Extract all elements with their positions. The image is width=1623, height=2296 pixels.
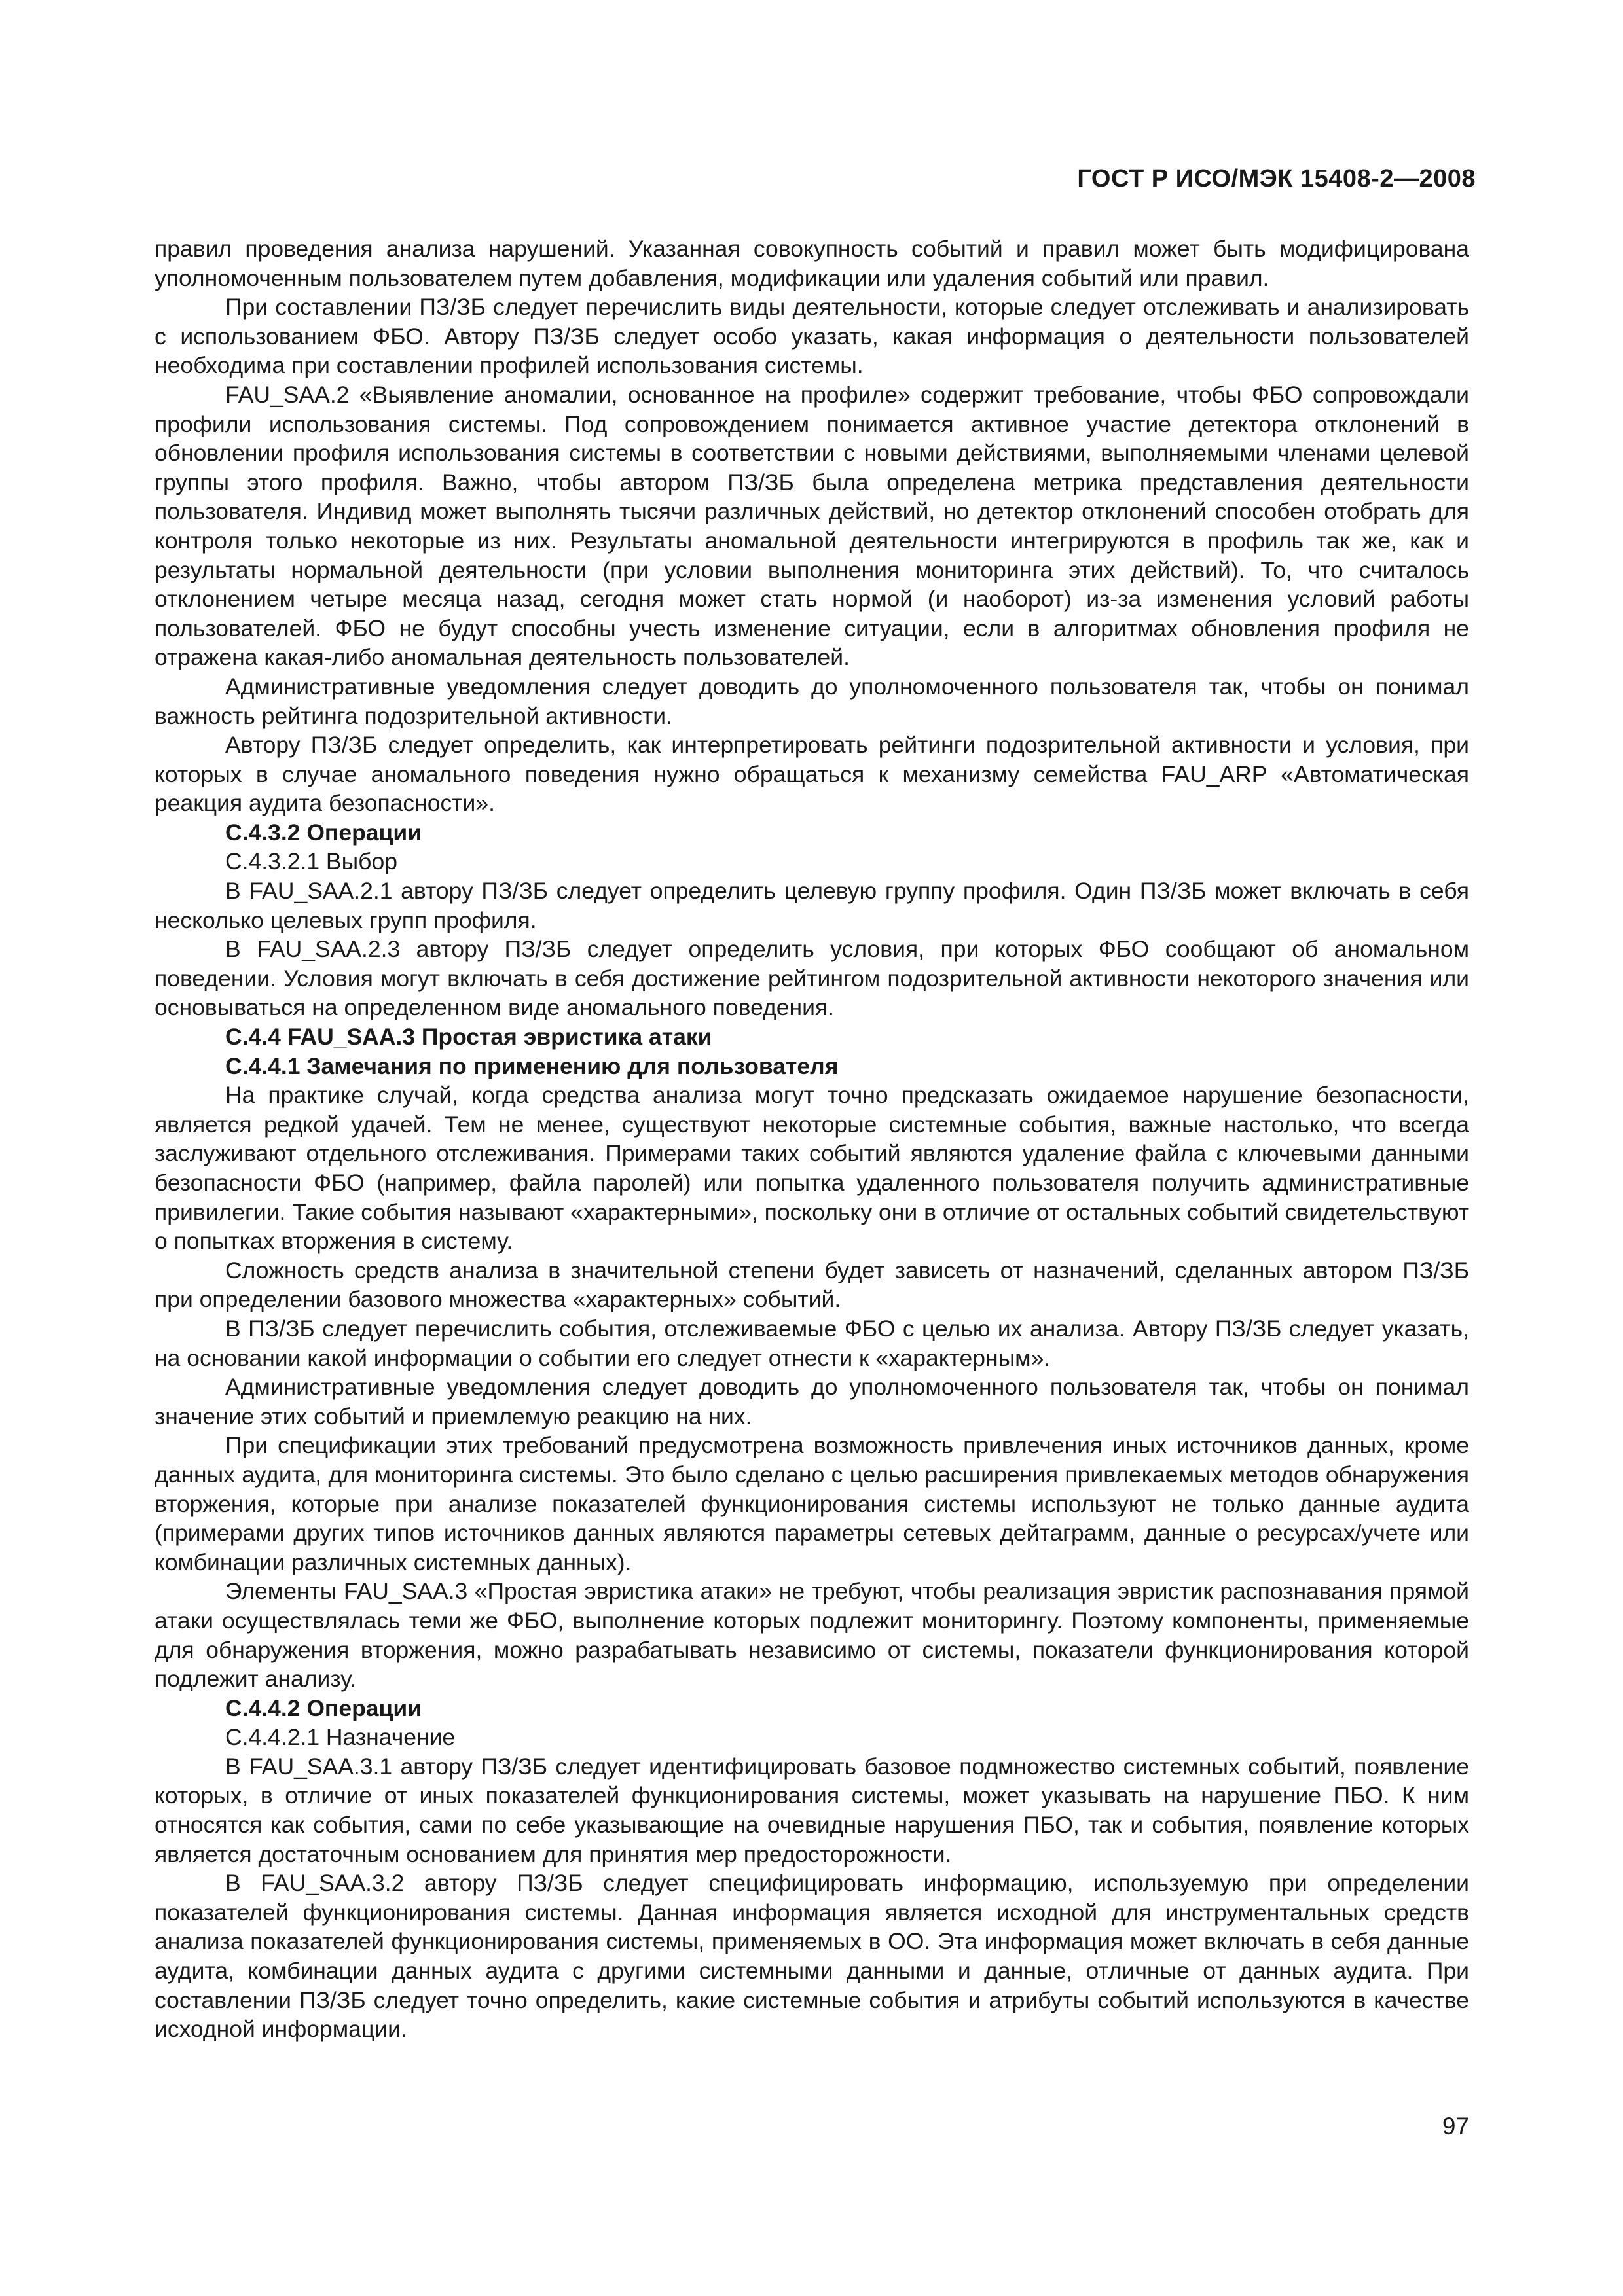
body-paragraph: FAU_SAA.2 «Выявление аномалии, основанное на профиле» содержит требование, чтобы ФБО сопровождали профили использования системы. Под сопровождением понимается активное участие детектора отклонений в обновлении профиля использования системы в соответствии с новыми действиями, выполняемыми членами целевой группы этого профиля. Важно, чтобы автором ПЗ/ЗБ была определена метрика представления деятельности пользователя. Индивид может выполнять тысячи различных действий, но детектор отклонений способен отобрать для контроля только некоторые из них. Результаты аномальной деятельности интегрируются в профиль так же, как и результаты нормальной деятельности (при условии выполнения мониторинга этих действий). То, что считалось отклонением четыре месяца назад, сегодня может стать нормой (и наоборот) из-за изменения условий работы пользователей. ФБО не будут способны учесть изменение ситуации, если в алгоритмах обновления профиля не отражена какая-либо аномальная деятельность пользователей. — [155, 381, 1469, 671]
body-paragraph: Административные уведомления следует доводить до уполномоченного пользователя так, чтобы он понимал важность рейтинга подозрительной активности. — [155, 673, 1469, 729]
body-paragraph: Автору ПЗ/ЗБ следует определить, как интерпретировать рейтинги подозрительной активности и условия, при которых в случае аномального поведения нужно обращаться к механизму семейства FAU_ARP «Автоматическая реакция аудита безопасности». — [155, 732, 1469, 817]
body-paragraph: При спецификации этих требований предусмотрена возможность привлечения иных источников данных, кроме данных аудита, для мониторинга системы. Это было сделано с целью расширения привлекаемых методов обнаружения вторжения, которые при анализе показателей функционирования системы используют не только данные аудита (примерами других типов источников данных являются параметры сетевых дейтаграмм, данные о ресурсах/учете или комбинации различных системных данных). — [155, 1432, 1469, 1575]
body-paragraph: При составлении ПЗ/ЗБ следует перечислить виды деятельности, которые следует отслеживать и анализировать с использованием ФБО. Автору ПЗ/ЗБ следует особо указать, какая информация о деятельности пользователей необходима при составлении профилей использования системы. — [155, 294, 1469, 379]
body-paragraph: В FAU_SAA.3.2 автору ПЗ/ЗБ следует специфицировать информацию, используемую при определении показателей функционирования системы. Данная информация является исходной для инструментальных средств анализа показателей функционирования системы, применяемых в ОО. Эта информация может включать в себя данные аудита, комбинации данных аудита с другими системными данными и данные, отличные от данных аудита. При составлении ПЗ/ЗБ следует точно определить, какие системные события и атрибуты событий используются в качестве исходной информации. — [155, 1870, 1469, 2043]
subsection-label: С.4.3.2.1 Выбор — [225, 848, 397, 875]
section-heading: С.4.4.2 Операции — [225, 1695, 422, 1721]
subsection-label: С.4.4.2.1 Назначение — [225, 1724, 456, 1751]
body-paragraph: В ПЗ/ЗБ следует перечислить события, отслеживаемые ФБО с целью их анализа. Автору ПЗ/ЗБ следует указать, на основании какой информации о событии его следует отнести к «характерным». — [155, 1315, 1469, 1371]
body-paragraph: В FAU_SAA.2.1 автору ПЗ/ЗБ следует определить целевую группу профиля. Один ПЗ/ЗБ может включать в себя несколько целевых групп профиля. — [155, 878, 1469, 933]
body-paragraph: Административные уведомления следует доводить до уполномоченного пользователя так, чтобы он понимал значение этих событий и приемлемую реакцию на них. — [155, 1374, 1469, 1429]
section-heading: С.4.4 FAU_SAA.3 Простая эвристика атаки — [225, 1024, 712, 1050]
body-paragraph: На практике случай, когда средства анализа могут точно предсказать ожидаемое нарушение безопасности, является редкой удачей. Тем не менее, существуют некоторые системные события, важные настолько, что всегда заслуживают отдельного отслеживания. Примерами таких событий являются удаление файла с ключевыми данными безопасности ФБО (например, файла паролей) или попытка удаленного пользователя получить административные привилегии. Такие события называют «характерными», поскольку они в отличие от остальных событий свидетельствуют о попытках вторжения в систему. — [155, 1082, 1469, 1255]
body-paragraph: Элементы FAU_SAA.3 «Простая эвристика атаки» не требуют, чтобы реализация эвристик распознавания прямой атаки осуществлялась теми же ФБО, выполнение которых подлежит мониторингу. Поэтому компоненты, применяемые для обнаружения вторжения, можно разрабатывать независимо от системы, показатели функционирования которой подлежит анализу. — [155, 1578, 1469, 1693]
section-heading: С.4.4.1 Замечания по применению для пользователя — [225, 1052, 839, 1079]
document-body — [155, 234, 1469, 2044]
body-paragraph: В FAU_SAA.3.1 автору ПЗ/ЗБ следует идентифицировать базовое подмножество системных событий, появление которых, в отличие от иных показателей функционирования системы, может указывать на нарушение ПБО. К ним относятся как события, сами по себе указывающие на очевидные нарушения ПБО, так и события, появление которых является достаточным основанием для принятия мер предосторожности. — [155, 1753, 1469, 1867]
page-header-standard-id: ГОСТ Р ИСО/МЭК 15408-2—2008 — [1077, 165, 1476, 192]
body-paragraph: В FAU_SAA.2.3 автору ПЗ/ЗБ следует определить условия, при которых ФБО сообщают об аномальном поведении. Условия могут включать в себя достижение рейтингом подозрительной активности некоторого значения или основываться на определенном виде аномального поведения. — [155, 936, 1469, 1021]
body-paragraph: Сложность средств анализа в значительной степени будет зависеть от назначений, сделанных автором ПЗ/ЗБ при определении базового множества «характерных» событий. — [155, 1257, 1469, 1313]
page-number: 97 — [1442, 2113, 1469, 2140]
section-heading: С.4.3.2 Операции — [225, 819, 422, 846]
body-paragraph: правил проведения анализа нарушений. Указанная совокупность событий и правил может быть модифицирована уполномоченным пользователем путем добавления, модификации или удаления событий или правил. — [155, 236, 1469, 291]
